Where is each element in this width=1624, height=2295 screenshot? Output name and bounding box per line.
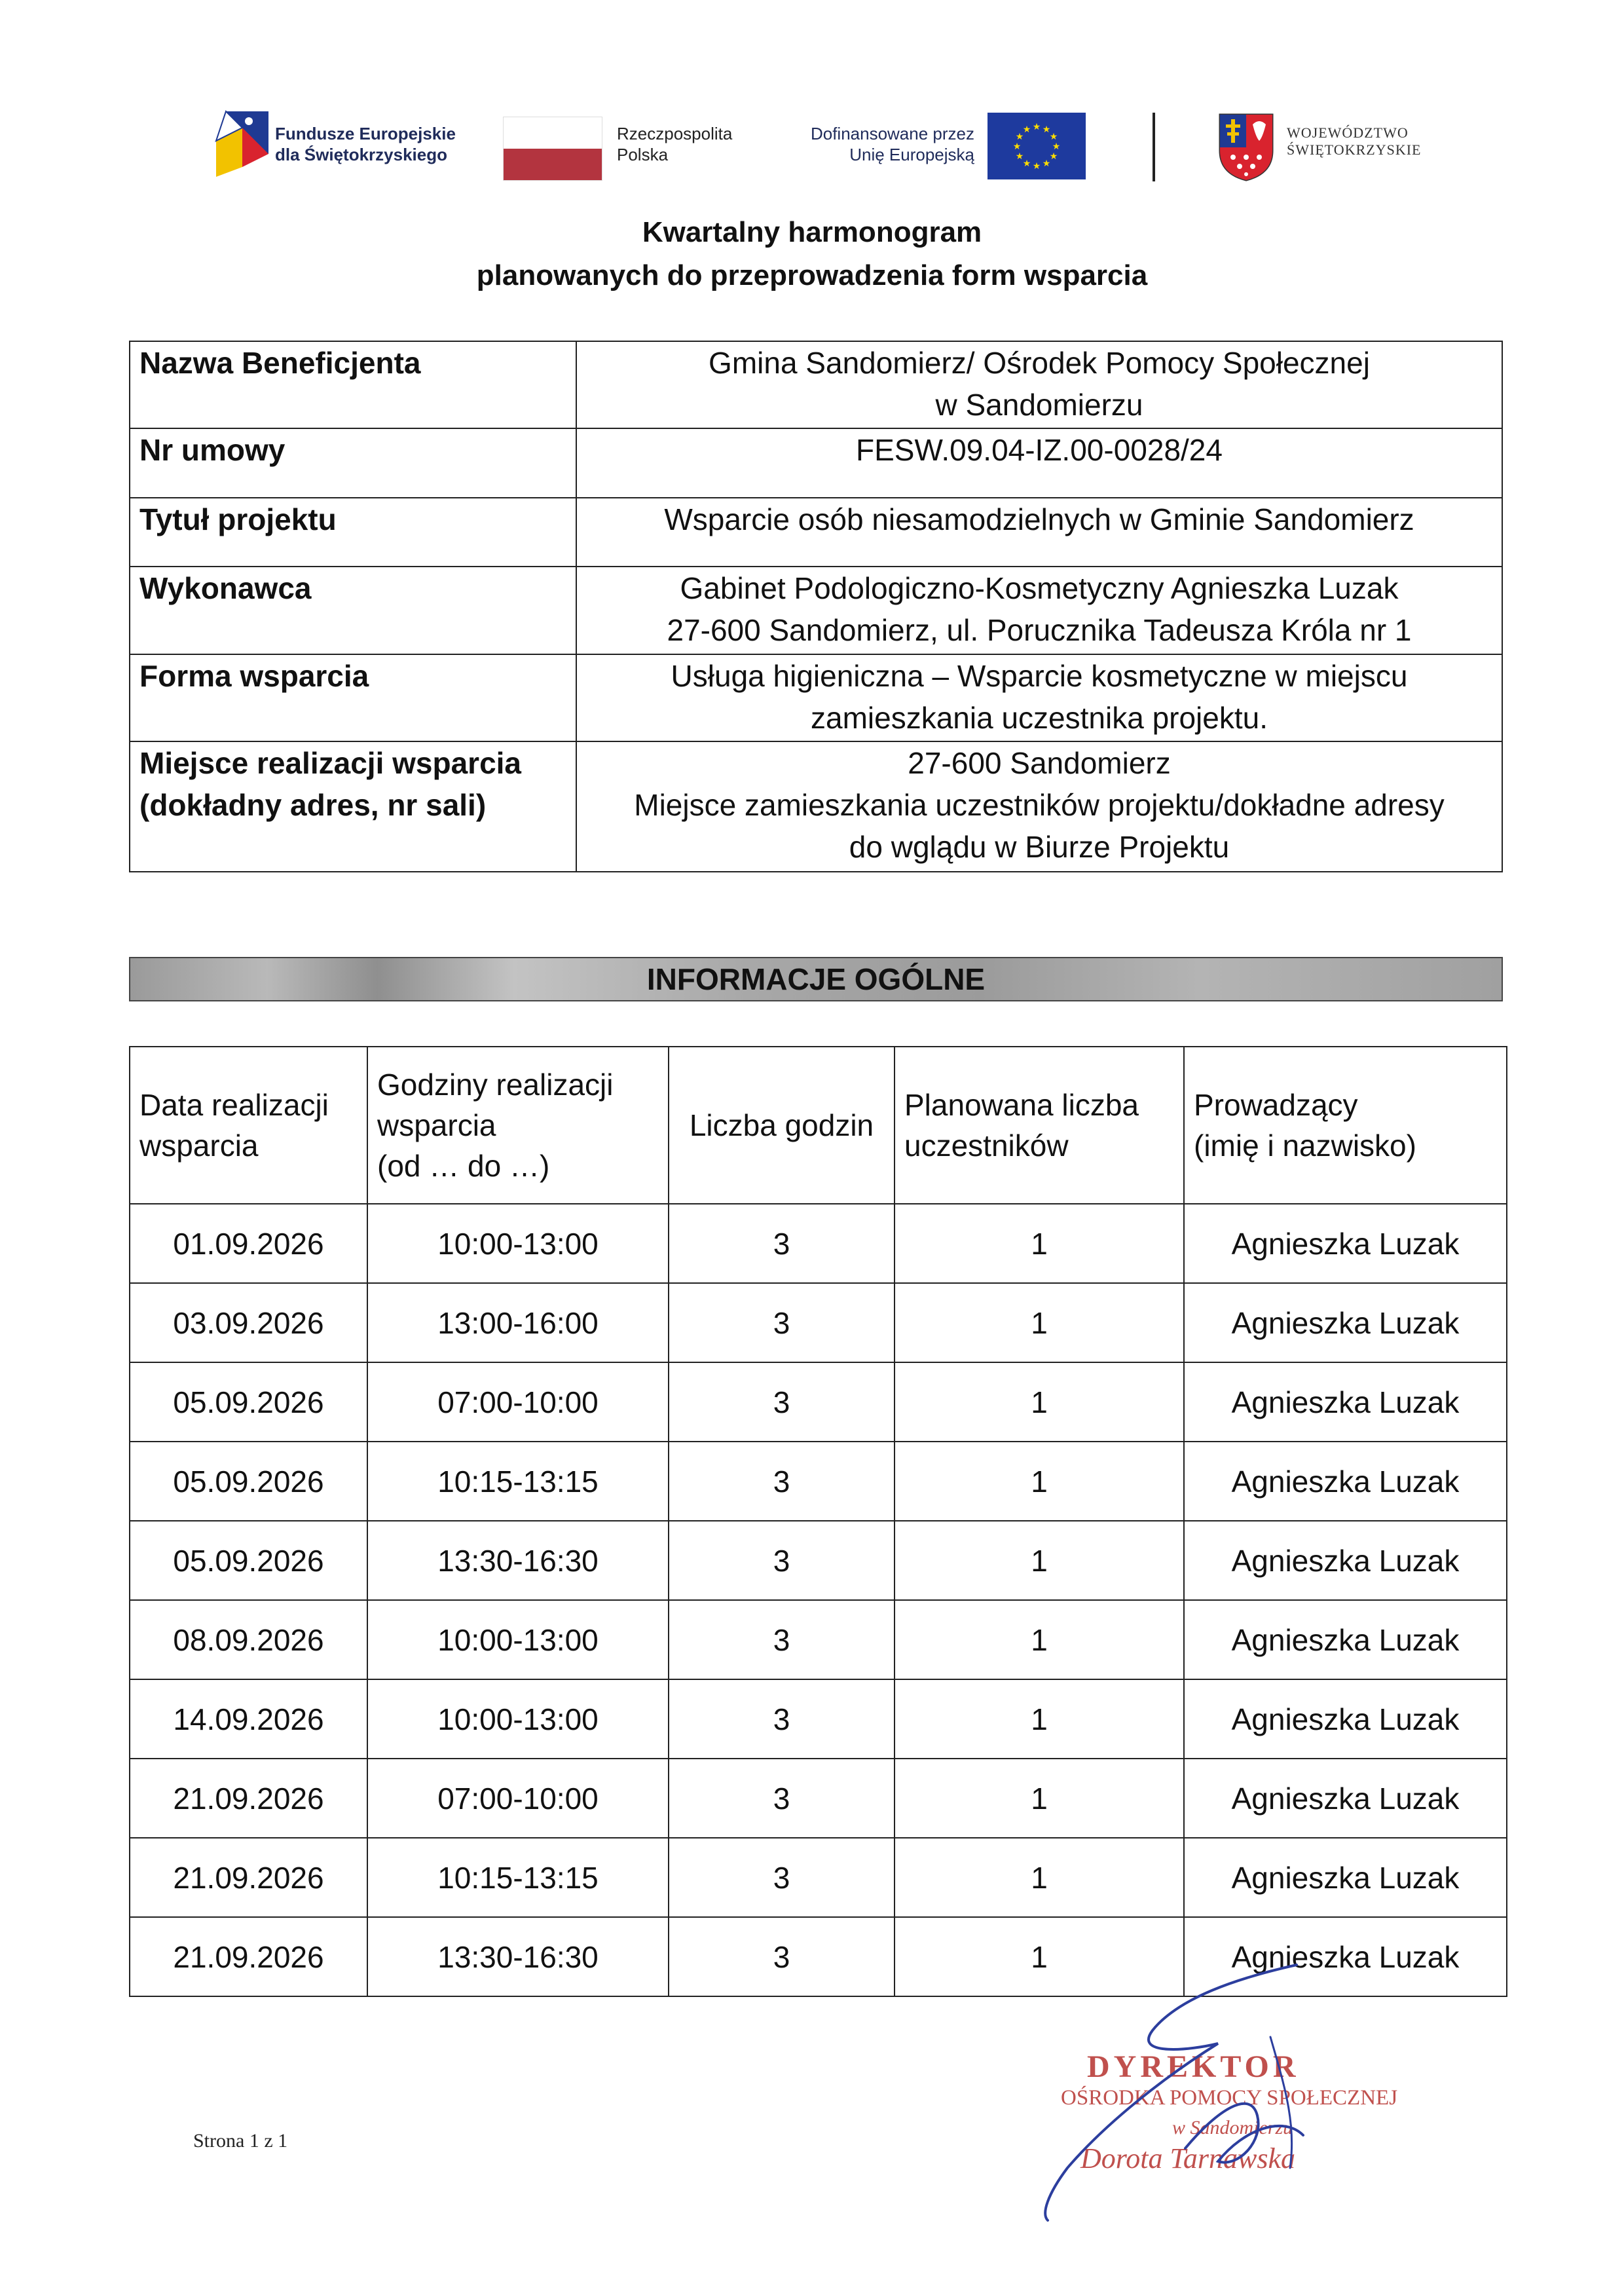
cell-hours: 13:30-16:30 xyxy=(367,1917,669,1996)
miejsce-label-line-1: Miejsce realizacji wsparcia xyxy=(139,746,522,780)
banner-title: INFORMACJE OGÓLNE xyxy=(646,962,986,996)
header-lead-line-1: Prowadzący xyxy=(1194,1088,1358,1122)
info-row-forma xyxy=(130,654,1502,741)
document-title xyxy=(0,211,1624,297)
beneficjent-value-line-2: w Sandomierzu xyxy=(935,388,1143,422)
stamp-institution: OŚRODKA POMOCY SPOŁECZNEJ xyxy=(1061,2086,1398,2110)
svg-text:★: ★ xyxy=(1052,141,1061,152)
miejsce-label xyxy=(130,741,576,872)
cell-count: 3 xyxy=(669,1759,895,1838)
miejsce-value xyxy=(576,741,1502,872)
cell-date: 05.09.2026 xyxy=(130,1362,367,1442)
svg-text:★: ★ xyxy=(1012,141,1022,152)
cell-date: 21.09.2026 xyxy=(130,1917,367,1996)
tytul-label: Tytuł projektu xyxy=(130,498,576,567)
rp-line-2: Polska xyxy=(617,145,669,164)
info-row-wykonawca xyxy=(130,567,1502,654)
header-lead xyxy=(1184,1047,1507,1204)
cell-participants: 1 xyxy=(895,1442,1184,1521)
cell-lead: Agnieszka Luzak xyxy=(1184,1204,1507,1283)
cell-count: 3 xyxy=(669,1679,895,1759)
cell-hours: 10:15-13:15 xyxy=(367,1442,669,1521)
info-row-miejsce xyxy=(130,741,1502,872)
svg-text:★: ★ xyxy=(1049,132,1058,142)
cell-lead: Agnieszka Luzak xyxy=(1184,1679,1507,1759)
svg-text:★: ★ xyxy=(1032,122,1041,132)
svg-text:★: ★ xyxy=(1042,159,1051,169)
tytul-value: Wsparcie osób niesamodzielnych w Gminie Sandomierz xyxy=(576,498,1502,567)
wykonawca-value-line-1: Gabinet Podologiczno-Kosmetyczny Agnieszka Luzak xyxy=(680,571,1399,605)
header-date-line-1: Data realizacji xyxy=(139,1088,329,1122)
header-date-line-2: wsparcia xyxy=(139,1129,259,1163)
cell-count: 3 xyxy=(669,1442,895,1521)
cell-participants: 1 xyxy=(895,1362,1184,1442)
fe-line-1: Fundusze Europejskie xyxy=(275,124,456,143)
cell-date: 05.09.2026 xyxy=(130,1442,367,1521)
cell-participants: 1 xyxy=(895,1917,1184,1996)
cell-hours: 10:15-13:15 xyxy=(367,1838,669,1917)
eu-flag-icon xyxy=(987,113,1086,179)
table-row xyxy=(130,1838,1507,1917)
miejsce-value-line-3: do wglądu w Biurze Projektu xyxy=(849,830,1230,864)
table-row xyxy=(130,1442,1507,1521)
cell-date: 08.09.2026 xyxy=(130,1600,367,1679)
header-participants xyxy=(895,1047,1184,1204)
umowa-value: FESW.09.04-IZ.00-0028/24 xyxy=(576,428,1502,498)
cell-hours: 13:30-16:30 xyxy=(367,1521,669,1600)
cell-lead: Agnieszka Luzak xyxy=(1184,1362,1507,1442)
cell-hours: 10:00-13:00 xyxy=(367,1679,669,1759)
miejsce-label-line-2: (dokładny adres, nr sali) xyxy=(139,788,487,822)
eu-funding-text xyxy=(788,123,974,165)
cell-hours: 10:00-13:00 xyxy=(367,1600,669,1679)
cell-date: 05.09.2026 xyxy=(130,1521,367,1600)
header-hours-line-1: Godziny realizacji xyxy=(377,1068,614,1102)
svg-text:★: ★ xyxy=(1022,124,1031,135)
beneficjent-label: Nazwa Beneficjenta xyxy=(130,341,576,428)
forma-value xyxy=(576,654,1502,741)
header-count: Liczba godzin xyxy=(669,1047,895,1204)
coat-of-arms-icon xyxy=(1217,111,1276,182)
header-date xyxy=(130,1047,367,1204)
cell-count: 3 xyxy=(669,1204,895,1283)
cell-date: 01.09.2026 xyxy=(130,1204,367,1283)
section-banner xyxy=(129,957,1503,1001)
cell-participants: 1 xyxy=(895,1204,1184,1283)
table-row xyxy=(130,1283,1507,1362)
table-row xyxy=(130,1759,1507,1838)
cell-lead: Agnieszka Luzak xyxy=(1184,1283,1507,1362)
cell-date: 14.09.2026 xyxy=(130,1679,367,1759)
fundusze-europejskie-logo xyxy=(213,105,272,183)
handwritten-signature xyxy=(1022,1952,1519,2227)
header-hours-line-3: (od … do …) xyxy=(377,1149,550,1183)
wykonawca-value xyxy=(576,567,1502,654)
cell-lead: Agnieszka Luzak xyxy=(1184,1442,1507,1521)
svg-text:★: ★ xyxy=(1022,159,1031,169)
logo-divider xyxy=(1153,113,1155,181)
cell-hours: 07:00-10:00 xyxy=(367,1362,669,1442)
cell-count: 3 xyxy=(669,1600,895,1679)
fundusze-europejskie-text xyxy=(275,123,456,165)
title-line-2: planowanych do przeprowadzenia form wsparcia xyxy=(476,259,1148,291)
polish-flag xyxy=(503,117,602,181)
svg-text:★: ★ xyxy=(1015,151,1024,162)
cell-participants: 1 xyxy=(895,1759,1184,1838)
cell-hours: 07:00-10:00 xyxy=(367,1759,669,1838)
header-participants-line-1: Planowana liczba xyxy=(904,1088,1139,1122)
woj-line-2: ŚWIĘTOKRZYSKIE xyxy=(1287,141,1422,158)
cell-count: 3 xyxy=(669,1838,895,1917)
cell-count: 3 xyxy=(669,1362,895,1442)
table-row xyxy=(130,1362,1507,1442)
cell-participants: 1 xyxy=(895,1838,1184,1917)
beneficjent-value xyxy=(576,341,1502,428)
schedule-header-row xyxy=(130,1047,1507,1204)
cell-hours: 13:00-16:00 xyxy=(367,1283,669,1362)
forma-label: Forma wsparcia xyxy=(130,654,576,741)
eu-line-1: Dofinansowane przez xyxy=(810,124,974,143)
cell-lead: Agnieszka Luzak xyxy=(1184,1600,1507,1679)
project-info-table xyxy=(129,341,1503,872)
cell-date: 21.09.2026 xyxy=(130,1838,367,1917)
table-row xyxy=(130,1600,1507,1679)
header-hours xyxy=(367,1047,669,1204)
cell-date: 21.09.2026 xyxy=(130,1759,367,1838)
cell-participants: 1 xyxy=(895,1283,1184,1362)
cell-date: 03.09.2026 xyxy=(130,1283,367,1362)
fe-line-2: dla Świętokrzyskiego xyxy=(275,145,447,164)
title-line-1: Kwartalny harmonogram xyxy=(642,216,982,248)
wykonawca-label: Wykonawca xyxy=(130,567,576,654)
info-row-tytul xyxy=(130,498,1502,567)
page-number: Strona 1 z 1 xyxy=(193,2130,288,2152)
flag-white-stripe xyxy=(504,117,602,149)
svg-text:★: ★ xyxy=(1032,161,1041,172)
table-row xyxy=(130,1204,1507,1283)
eu-line-2: Unię Europejską xyxy=(849,145,974,164)
info-row-umowa xyxy=(130,428,1502,498)
header-participants-line-2: uczestników xyxy=(904,1129,1069,1163)
header-hours-line-2: wsparcia xyxy=(377,1108,496,1142)
table-row xyxy=(130,1521,1507,1600)
svg-text:★: ★ xyxy=(1042,124,1051,135)
wojewodztwo-text xyxy=(1287,124,1421,159)
cell-lead: Agnieszka Luzak xyxy=(1184,1759,1507,1838)
svg-text:★: ★ xyxy=(1049,151,1058,162)
cell-count: 3 xyxy=(669,1521,895,1600)
cell-lead: Agnieszka Luzak xyxy=(1184,1521,1507,1600)
wykonawca-value-line-2: 27-600 Sandomierz, ul. Porucznika Tadeusza Króla nr 1 xyxy=(667,613,1412,647)
umowa-label: Nr umowy xyxy=(130,428,576,498)
forma-value-line-2: zamieszkania uczestnika projektu. xyxy=(811,701,1268,735)
cell-participants: 1 xyxy=(895,1521,1184,1600)
cell-participants: 1 xyxy=(895,1600,1184,1679)
stamp-title: DYREKTOR xyxy=(1087,2049,1300,2084)
cell-lead: Agnieszka Luzak xyxy=(1184,1917,1507,1996)
info-row-beneficjent xyxy=(130,341,1502,428)
header-lead-line-2: (imię i nazwisko) xyxy=(1194,1129,1416,1163)
cell-participants: 1 xyxy=(895,1679,1184,1759)
table-row xyxy=(130,1679,1507,1759)
stamp-location: w Sandomierzu xyxy=(1172,2117,1293,2138)
cell-hours: 10:00-13:00 xyxy=(367,1204,669,1283)
rp-line-1: Rzeczpospolita xyxy=(617,124,733,143)
miejsce-value-line-2: Miejsce zamieszkania uczestników projektu/dokładne adresy xyxy=(634,788,1445,822)
beneficjent-value-line-1: Gmina Sandomierz/ Ośrodek Pomocy Społecznej xyxy=(709,346,1370,380)
stamp-name: Dorota Tarnawska xyxy=(1080,2142,1296,2174)
svg-text:★: ★ xyxy=(1015,132,1024,142)
flag-red-stripe xyxy=(504,149,602,180)
woj-line-1: WOJEWÓDZTWO xyxy=(1287,124,1409,141)
miejsce-value-line-1: 27-600 Sandomierz xyxy=(908,746,1171,780)
rzeczpospolita-text xyxy=(617,123,732,165)
schedule-table xyxy=(129,1046,1507,1997)
forma-value-line-1: Usługa higieniczna – Wsparcie kosmetyczne w miejscu xyxy=(671,659,1408,693)
cell-count: 3 xyxy=(669,1283,895,1362)
cell-count: 3 xyxy=(669,1917,895,1996)
cell-lead: Agnieszka Luzak xyxy=(1184,1838,1507,1917)
